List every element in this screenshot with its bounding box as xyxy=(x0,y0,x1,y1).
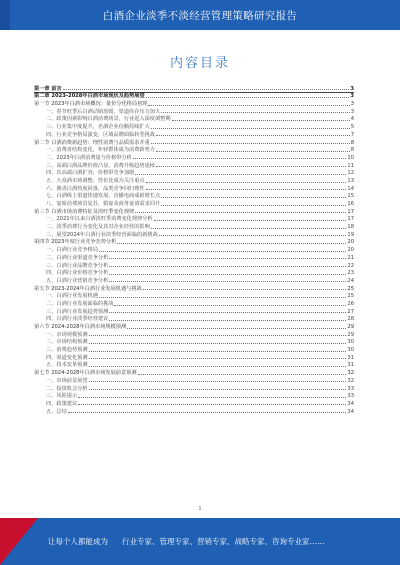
toc-subsection-entry[interactable] xyxy=(34,407,354,415)
toc-page-number: 31 xyxy=(347,354,354,361)
toc-subsection-entry[interactable] xyxy=(34,315,354,323)
toc-subsection-entry[interactable] xyxy=(34,376,354,384)
header-banner xyxy=(0,0,400,30)
toc-leader-dots xyxy=(78,404,346,405)
toc-entry-text: 第六节 2024-2028年白酒市场规模预测 xyxy=(34,324,127,330)
toc-leader-dots xyxy=(143,289,347,290)
toc-subsection-entry[interactable] xyxy=(34,122,354,130)
toc-entry-text: 三、风险提示 xyxy=(46,393,78,400)
toc-entry-text: 三、行业集中度提升，名酒企业份额持续扩大 xyxy=(46,124,150,131)
toc-entry-text: 三、白酒行业品牌竞争分析 xyxy=(46,262,109,269)
header-deco xyxy=(0,0,10,30)
toc-leader-dots xyxy=(109,320,346,321)
toc-leader-dots xyxy=(89,335,347,336)
footer-banner xyxy=(0,518,400,565)
toc-page-number: 4 xyxy=(350,116,354,123)
toc-leader-dots xyxy=(109,312,346,313)
toc-leader-dots xyxy=(109,281,346,282)
toc-entry-text: 二、政策因素影响白酒消费场景，行业进入深度调整期 xyxy=(46,116,171,123)
toc-leader-dots xyxy=(146,97,350,98)
toc-page-number: 12 xyxy=(347,170,354,177)
toc-page-number: 17 xyxy=(347,216,354,223)
toc-entry-text: 七、白酒线上渠道快速发展，直播电商成新增长点 xyxy=(46,193,161,200)
toc-entry-text: 二、淡季消费行为变化及其对企业经营的影响 xyxy=(46,224,150,231)
toc-entry-text: 五、白酒行业营销竞争分析 xyxy=(46,277,109,284)
toc-page-number: 26 xyxy=(347,300,354,307)
table-of-contents xyxy=(34,84,354,415)
toc-leader-dots xyxy=(117,243,346,244)
toc-leader-dots xyxy=(89,343,347,344)
toc-page-number: 27 xyxy=(347,308,354,315)
toc-subsection-entry[interactable] xyxy=(34,230,354,238)
toc-subsection-entry[interactable] xyxy=(34,307,354,315)
toc-page-number: 17 xyxy=(347,208,354,215)
toc-entry-text: 三、消费趋势预测 xyxy=(46,347,88,354)
toc-page-number: 13 xyxy=(347,177,354,184)
toc-subsection-entry[interactable] xyxy=(34,130,354,138)
toc-chapter-entry[interactable] xyxy=(34,84,354,92)
toc-subsection-entry[interactable] xyxy=(34,361,354,369)
toc-entry-text: 五、总结 xyxy=(46,408,67,415)
toc-entry-text: 二、白酒行业发展面临的挑战 xyxy=(46,300,114,307)
toc-leader-dots xyxy=(63,89,350,90)
toc-leader-dots xyxy=(156,135,350,136)
toc-entry-text: 四、行业竞争格局演变，区域品牌面临转型挑战 xyxy=(46,131,155,138)
toc-page-number: 23 xyxy=(347,270,354,277)
toc-subsection-entry[interactable] xyxy=(34,261,354,269)
toc-entry-text: 第七节 2024-2028年白酒市场发展前景预测 xyxy=(34,370,137,377)
footer-text xyxy=(48,518,325,565)
toc-leader-dots xyxy=(151,128,350,129)
toc-page-number: 34 xyxy=(347,400,354,407)
toc-entry-text: 三、高端白酒品牌价值凸显，消费升级趋势延续 xyxy=(46,162,155,169)
toc-entry-text: 第五节 2023-2024年白酒行业发展机遇与挑战 xyxy=(34,285,142,292)
toc-leader-dots xyxy=(151,143,350,144)
toc-subsection-entry[interactable] xyxy=(34,146,354,154)
toc-leader-dots xyxy=(78,397,346,398)
toc-page-number: 30 xyxy=(347,347,354,354)
toc-entry-text: 三、白酒行业发展趋势预测 xyxy=(46,308,109,315)
toc-entry-text: 一、市场前景展望 xyxy=(46,377,88,384)
toc-entry-text: 四、白酒行业淡季经营建议 xyxy=(46,316,109,323)
toc-entry-text: 二、白酒行业渠道竞争分析 xyxy=(46,254,109,261)
toc-subsection-entry[interactable] xyxy=(34,384,354,392)
toc-subsection-entry[interactable] xyxy=(34,176,354,184)
toc-leader-dots xyxy=(89,381,347,382)
toc-entry-text: 四、渠道变化预测 xyxy=(46,354,88,361)
toc-page-number: 5 xyxy=(350,124,354,131)
footer-red-wedge xyxy=(0,518,38,565)
toc-entry-text: 五、技术变革预测 xyxy=(46,362,88,369)
toc-subsection-entry[interactable] xyxy=(34,107,354,115)
toc-section-entry[interactable] xyxy=(34,368,354,376)
toc-subsection-entry[interactable] xyxy=(34,392,354,400)
toc-entry-text: 六、酱香白酒热度回落，品类竞争回归理性 xyxy=(46,185,145,192)
toc-entry-text: 一、2021年以来白酒淡旺季消费变化规律分析 xyxy=(46,216,153,223)
toc-section-entry[interactable] xyxy=(34,138,354,146)
toc-section-entry[interactable] xyxy=(34,99,354,107)
toc-leader-dots xyxy=(151,228,347,229)
toc-subsection-entry[interactable] xyxy=(34,330,354,338)
toc-entry-text: 第二章 2023-2028年白酒市场现状及趋势展望 xyxy=(34,93,145,100)
toc-page-number: 30 xyxy=(347,339,354,346)
toc-entry-text: 二、投资机会分析 xyxy=(46,385,88,392)
toc-leader-dots xyxy=(135,174,346,175)
toc-page-number: 25 xyxy=(347,293,354,300)
toc-page-number: 3 xyxy=(350,85,354,92)
toc-leader-dots xyxy=(127,328,346,329)
toc-leader-dots xyxy=(156,166,346,167)
toc-page-number: 33 xyxy=(347,393,354,400)
toc-entry-text: 二、市场结构预测 xyxy=(46,339,88,346)
toc-subsection-entry[interactable] xyxy=(34,399,354,407)
page-number: 1 xyxy=(198,506,202,512)
toc-page-number: 31 xyxy=(347,362,354,369)
toc-entry-text: 一、白酒行业发展机遇 xyxy=(46,293,98,300)
toc-entry-text: 第三节 白酒市场消费特征及淡旺季变化规律 xyxy=(34,208,135,215)
toc-leader-dots xyxy=(172,120,350,121)
toc-leader-dots xyxy=(138,374,347,375)
toc-page-number: 32 xyxy=(347,370,354,377)
toc-leader-dots xyxy=(146,182,347,183)
footer-roles: 行业专家、管理专家、营销专家、战略专家、咨询专业家…… xyxy=(122,537,325,546)
toc-page-number: 11 xyxy=(347,162,354,169)
toc-subsection-entry[interactable] xyxy=(34,215,354,223)
toc-page-number: 34 xyxy=(347,408,354,415)
toc-subsection-entry[interactable] xyxy=(34,299,354,307)
toc-subsection-entry[interactable] xyxy=(34,276,354,284)
toc-entry-text: 一、市场规模预测 xyxy=(46,331,88,338)
toc-leader-dots xyxy=(159,235,347,236)
toc-page-number: 32 xyxy=(347,377,354,384)
document-title: 白酒企业淡季不淡经营管理策略研究报告 xyxy=(102,9,298,22)
toc-page-number: 3 xyxy=(350,108,354,115)
toc-entry-text: 四、白酒行业价格竞争分析 xyxy=(46,270,109,277)
toc-subsection-entry[interactable] xyxy=(34,253,354,261)
toc-subsection-entry[interactable] xyxy=(34,292,354,300)
toc-page-number: 29 xyxy=(347,331,354,338)
toc-page-number: 8 xyxy=(350,139,354,146)
toc-page-number: 19 xyxy=(347,231,354,238)
toc-entry-text: 二、2023年白酒消费量与价格带分析 xyxy=(46,154,132,161)
toc-page-number: 29 xyxy=(347,324,354,330)
toc-leader-dots xyxy=(161,205,346,206)
toc-page-number: 25 xyxy=(347,285,354,292)
toc-heading: 内容目录 xyxy=(169,56,230,71)
toc-leader-dots xyxy=(161,112,350,113)
toc-entry-text: 第四节 2023年度行业竞争态势分析 xyxy=(34,239,117,246)
toc-page-number: 20 xyxy=(347,239,354,246)
toc-leader-dots xyxy=(109,266,346,267)
toc-page-number: 10 xyxy=(347,154,354,161)
toc-page-number: 22 xyxy=(347,262,354,269)
toc-leader-dots xyxy=(146,189,347,190)
toc-entry-text: 第二节 白酒消费新趋势：理性消费与品质需求并重 xyxy=(34,139,150,146)
toc-page-number: 8 xyxy=(350,147,354,154)
toc-subsection-entry[interactable] xyxy=(34,153,354,161)
toc-leader-dots xyxy=(133,158,347,159)
toc-subsection-entry[interactable] xyxy=(34,345,354,353)
toc-entry-text: 一、白酒行业竞争格局 xyxy=(46,247,98,254)
toc-entry-text: 五、大众酒市场调整，性价比成为关注重点 xyxy=(46,177,145,184)
toc-leader-dots xyxy=(135,212,346,213)
toc-entry-text: 四、政策建议 xyxy=(46,400,78,407)
toc-entry-text: 八、宴席消费场景复苏，婚宴及商务宴请需求回升 xyxy=(46,201,161,207)
toc-leader-dots xyxy=(89,351,347,352)
toc-entry-text: 四、次高端白酒扩容，价格带竞争加剧 xyxy=(46,170,135,177)
toc-leader-dots xyxy=(148,105,349,106)
footer-slogan: 让每个人都能成为 xyxy=(48,537,108,546)
toc-section-entry[interactable] xyxy=(34,238,354,246)
toc-page-number: 3 xyxy=(350,101,354,108)
toc-leader-dots xyxy=(89,366,347,367)
toc-page-number: 33 xyxy=(347,385,354,392)
toc-subsection-entry[interactable] xyxy=(34,184,354,192)
toc-leader-dots xyxy=(161,197,346,198)
toc-entry-text: 一、消费者结构变化，年轻群体成为消费新势力 xyxy=(46,147,155,154)
toc-subsection-entry[interactable] xyxy=(34,169,354,177)
toc-leader-dots xyxy=(99,251,347,252)
toc-page-number: 15 xyxy=(347,193,354,200)
toc-page-number: 3 xyxy=(350,93,354,100)
toc-entry-text: 第一章 前言 xyxy=(34,85,62,92)
toc-subsection-entry[interactable] xyxy=(34,192,354,200)
toc-entry-text: 第一节 2023年白酒市场概况：量价分化格局初现 xyxy=(34,101,148,108)
toc-section-entry[interactable] xyxy=(34,284,354,292)
toc-leader-dots xyxy=(68,412,347,413)
toc-chapter-entry[interactable] xyxy=(34,92,354,100)
toc-subsection-entry[interactable] xyxy=(34,269,354,277)
toc-page-number: 21 xyxy=(347,254,354,261)
toc-page-number: 16 xyxy=(347,201,354,207)
toc-leader-dots xyxy=(99,297,347,298)
toc-section-entry[interactable] xyxy=(34,207,354,215)
toc-page-number: 7 xyxy=(350,131,354,138)
toc-page-number: 28 xyxy=(347,316,354,323)
toc-entry-text: 三、展望2024年白酒行业淡季经营面临的新挑战 xyxy=(46,231,158,238)
toc-entry-text: 一、春节旺季后白酒动销放缓，渠道库存压力加大 xyxy=(46,108,161,115)
toc-subsection-entry[interactable] xyxy=(34,353,354,361)
toc-subsection-entry[interactable] xyxy=(34,222,354,230)
toc-subsection-entry[interactable] xyxy=(34,199,354,207)
toc-leader-dots xyxy=(89,389,347,390)
toc-leader-dots xyxy=(109,274,346,275)
toc-leader-dots xyxy=(114,305,346,306)
toc-page-number: 24 xyxy=(347,277,354,284)
toc-leader-dots xyxy=(109,258,346,259)
toc-subsection-entry[interactable] xyxy=(34,245,354,253)
toc-leader-dots xyxy=(154,220,347,221)
toc-page-number: 14 xyxy=(347,185,354,192)
toc-subsection-entry[interactable] xyxy=(34,338,354,346)
toc-subsection-entry[interactable] xyxy=(34,161,354,169)
toc-page-number: 20 xyxy=(347,247,354,254)
toc-leader-dots xyxy=(156,151,350,152)
toc-page-number: 18 xyxy=(347,224,354,231)
toc-section-entry[interactable] xyxy=(34,322,354,330)
toc-leader-dots xyxy=(89,358,347,359)
toc-subsection-entry[interactable] xyxy=(34,115,354,123)
